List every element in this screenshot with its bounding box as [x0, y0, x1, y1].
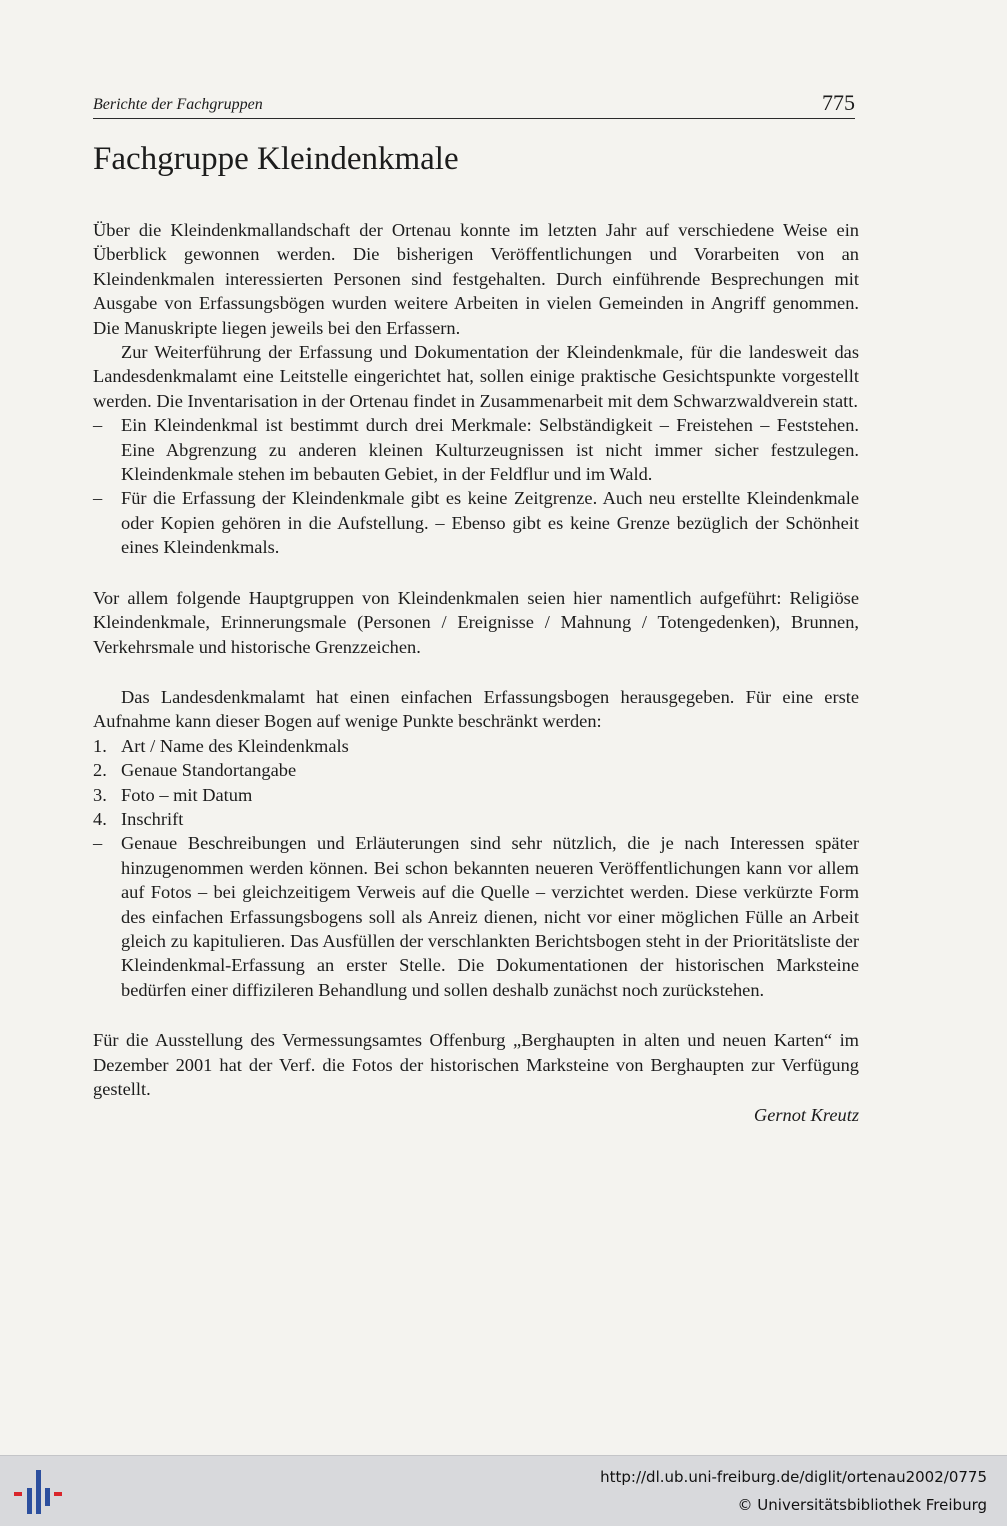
paragraph-continuation: Zur Weiterführung der Erfassung und Dokumentation der Kleindenkmale, für die landesweit das Landesdenkmalamt eine Leitstelle eingerichtet hat, sollen einige praktische Gesichtspunkte vorgestellt werden. Die Inventarisation in der Ortenau findet in Zusammenarbeit mit dem Schwarzwaldverein statt. — [93, 342, 859, 411]
list-item — [93, 831, 859, 1002]
list-item — [93, 758, 859, 782]
list-marker: 1. — [93, 735, 107, 756]
list-marker: – — [93, 415, 103, 436]
list-item-text: Inschrift — [121, 808, 184, 829]
list-item-text: Für die Erfassung der Kleindenkmale gibt es keine Zeitgrenze. Auch neu erstellte Kleindenkmale oder Kopien gehören in die Aufstellung. – Ebenso gibt es keine Grenze bezüglich der Schönheit eines Kleindenkmals. — [121, 488, 859, 558]
paragraph-main-groups: Vor allem folgende Hauptgruppen von Kleindenkmalen seien hier namentlich aufgeführt: Religiöse Kleindenkmale, Erinnerungsmale (Personen / Ereignisse / Mahnung / Totengedenken), Brunnen, Verkehrsmale und historische Grenzzeichen. — [93, 587, 859, 657]
running-head — [93, 90, 855, 119]
list-item — [93, 783, 859, 807]
list-item — [93, 486, 859, 559]
list-item-text: Art / Name des Kleindenkmals — [121, 735, 349, 756]
article-heading: Fachgruppe Kleindenkmale — [93, 141, 459, 177]
list-item-text: Ein Kleindenkmal ist bestimmt durch drei Merkmale: Selbständigkeit – Freistehen – Feststehen. Eine Abgrenzung zu anderen kleinen Kulturzeugnissen ist nicht immer sicher festzulegen. Kleindenkmale stehen im bebauten Gebiet, in der Feldflur und im Wald. — [121, 415, 859, 485]
article-body — [93, 218, 859, 1128]
list-item — [93, 734, 859, 758]
page-number: 775 — [822, 90, 855, 115]
ub-freiburg-logo-icon[interactable] — [14, 1466, 62, 1516]
form-points-list — [93, 734, 859, 1002]
list-marker: – — [93, 833, 103, 854]
list-marker: 2. — [93, 760, 107, 781]
library-footer-bar — [0, 1455, 1007, 1526]
paragraph-exhibition: Für die Ausstellung des Vermessungsamtes Offenburg „Berghaupten in alten und neuen Karten“ im Dezember 2001 hat der Verf. die Fotos der historischen Marksteine von Berghaupten zur Verfügung gestellt. — [93, 1030, 859, 1099]
paragraph-intro: Über die Kleindenkmallandschaft der Ortenau konnte im letzten Jahr auf verschiedene Weise ein Überblick gewonnen werden. Die bisherigen Veröffentlichungen und Vorarbeiten von an Kleindenkmalen interessierten Personen sind festgehalten. Durch einführende Besprechungen mit Ausgabe von Erfassungsbögen wurden weitere Arbeiten in vielen Gemeinden in Angriff genommen. Die Manuskripte liegen jeweils bei den Erfassern. — [93, 220, 859, 338]
source-url-link[interactable]: http://dl.ub.uni-freiburg.de/diglit/ortenau2002/0775 — [600, 1468, 987, 1486]
list-item-text: Foto – mit Datum — [121, 784, 253, 805]
list-item-text: Genaue Standortangabe — [121, 760, 297, 781]
running-title: Berichte der Fachgruppen — [93, 96, 263, 113]
list-marker: 3. — [93, 784, 107, 805]
list-marker: – — [93, 488, 103, 509]
paragraph-form: Das Landesdenkmalamt hat einen einfachen Erfassungsbogen herausgegeben. Für eine erste Aufnahme kann dieser Bogen auf wenige Punkte beschränkt werden: — [93, 686, 859, 732]
list-item — [93, 807, 859, 831]
copyright-notice: © Universitätsbibliothek Freiburg — [737, 1496, 987, 1514]
list-item — [93, 413, 859, 486]
author-signature: Gernot Kreutz — [753, 1105, 859, 1126]
criteria-list — [93, 413, 859, 559]
list-item-text: Genaue Beschreibungen und Erläuterungen sind sehr nützlich, die je nach Interessen später hinzugenommen werden können. Bei schon bekannten neueren Veröffentlichungen kann vor allem auf Fotos – bei gleichzeitigem Verweis auf die Quelle – verzichtet werden. Diese verkürzte Form des einfachen Erfassungsbogens soll als Anreiz dienen, nicht vor einer möglichen Fülle an Arbeit gleich zu kapitulieren. Das Ausfüllen der verschlankten Berichtsbogen steht in der Prioritätsliste der Kleindenkmal-Erfassung an erster Stelle. Die Dokumentationen der historischen Marksteine bedürfen einer diffizileren Behandlung und sollen deshalb zunächst noch zurückstehen. — [121, 833, 859, 1000]
list-marker: 4. — [93, 808, 107, 829]
